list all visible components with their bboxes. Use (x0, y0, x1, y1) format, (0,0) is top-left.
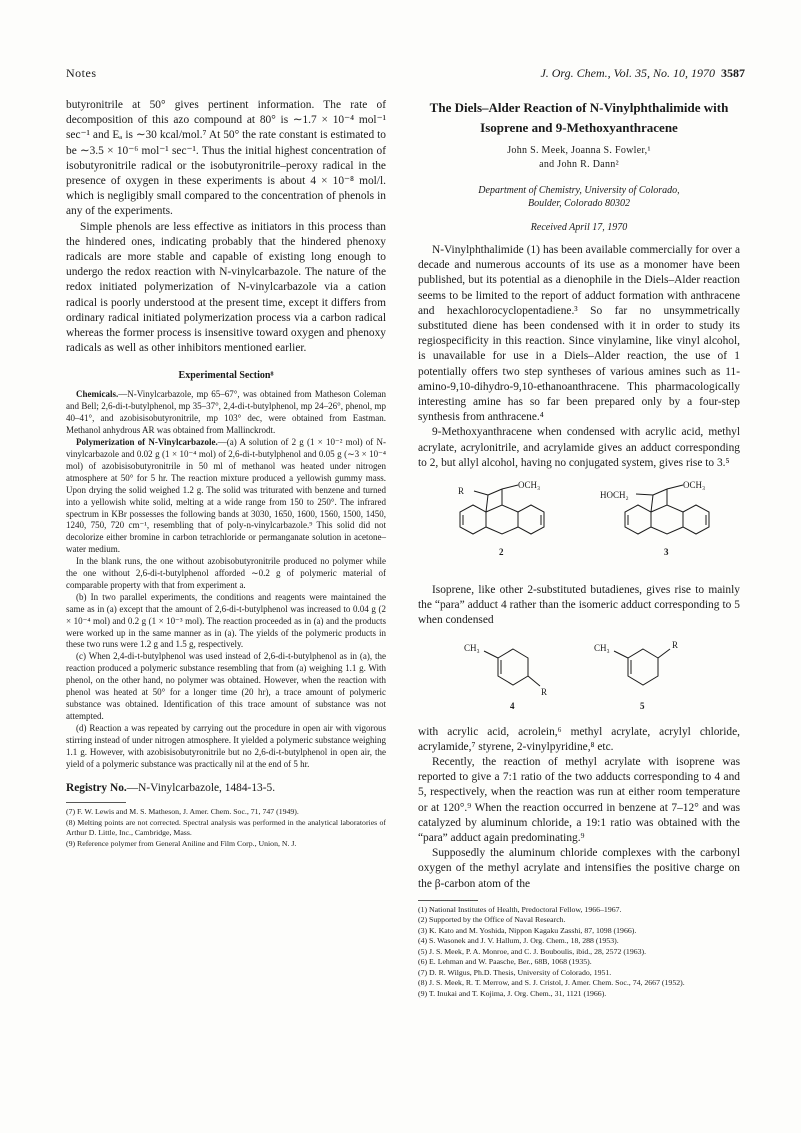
journal-citation (540, 66, 745, 81)
paragraph: Simple phenols are less effective as initiators in this process than the hindered ones, indicating probably that the hindered phenoxy radicals are more stable and capable of existing long enough to undergo the redox reaction with N-vinylcarbazole. The nature of the redox initiated polymerization of N-vinylcarbazole via a cation radical is poorly understood at the present time, except it differs from ordinary radical initiated polymerization process via a carbon radical whereas the former process is insensitive toward oxygen and phenoxy radicals as well as other inhibitors mentioned earlier. (66, 220, 386, 355)
footnote: (9) Reference polymer from General Aniline and Film Corp., Union, N. J. (66, 838, 297, 848)
right-column (418, 98, 740, 999)
structures-2-3 (418, 475, 740, 577)
substituent-ch3: CH₃ (464, 642, 480, 653)
paragraph: (b) In two parallel experiments, the conditions and reagents were maintained the same as in (a) except that the amount of 2,6-di-t-butylphenol was increased to 0.04 g (2 × 10⁻⁴ mol) and 0.2 g (1 × 10⁻³ mol). The reaction proceeded as in (a) and the products were worked up in the same manner as in (a). The yields of the polymeric products in these two runs were 1.2 g and 1.5 g, respectively. (66, 591, 386, 650)
footnote: (7) D. R. Wilgus, Ph.D. Thesis, University of Colorado, 1951. (418, 967, 612, 977)
structure-4-icon (484, 649, 540, 686)
paragraph-text: —N-Vinylcarbazole, mp 65–67°, was obtained from Matheson Coleman and Bell; 2,6-di-t-butylphenol, mp 35–37°, 2,4-di-t-butylphenol, mp 24–26°, phenol, mp 40–41°, and azobisisobutyronitrile, mp 103° dec, were obtained from Eastman. Methanol anhydrous AR was obtained from Mallinckrodt. (66, 389, 386, 436)
author-line: and John R. Dann² (539, 159, 619, 170)
affiliation: Boulder, Colorado 80302 (528, 198, 630, 209)
running-head (66, 66, 745, 84)
substituent-r: R (541, 686, 548, 697)
footnote: (4) S. Wasonek and J. V. Hallum, J. Org. Chem., 18, 288 (1953). (418, 936, 619, 946)
substituent-hoch2: HOCH₂ (600, 490, 629, 501)
structure-2-icon (460, 485, 544, 534)
footnote: (8) Melting points are not corrected. Spectral analysis was performed in the analytical laboratories of Arthur D. Little, Inc., Cambridge, Mass. (66, 817, 386, 838)
compound-number: 4 (510, 700, 515, 711)
substituent-och3: OCH₃ (518, 480, 541, 491)
footnote: (5) J. S. Meek, P. A. Monroe, and C. J. Bouboulis, ibid., 28, 2572 (1963). (418, 946, 647, 956)
substituent-r: R (458, 486, 465, 497)
substituent-ch3: CH₃ (594, 642, 610, 653)
paragraph: with acrylic acid, acrolein,⁶ methyl acrylate, acrylyl chloride, acrylamide,⁷ styrene, 2-vinylpyridine,⁸ etc. (418, 725, 740, 753)
compound-number: 2 (499, 547, 504, 558)
experimental-heading: Experimental Section⁸ (178, 370, 274, 382)
substituent-r: R (672, 639, 679, 650)
paragraph: (c) When 2,4-di-t-butylphenol was used instead of 2,6-di-t-butylphenol as in (a), the reaction produced a polymeric substance resembling that from (a) weighing 1.1 g. With phenol, on the other hand, no polymer was obtained. However, when the reaction with phenol was heated at 50° for a longer time (20 hr), a trace amount of polymeric substance was obtained. Identification of this trace amount of substance was not attempted. (66, 651, 386, 721)
footnote: (8) J. S. Meek, R. T. Merrow, and S. J. Cristol, J. Amer. Chem. Soc., 74, 2667 (1952). (418, 978, 685, 988)
affiliation: Department of Chemistry, University of Colorado, (478, 185, 680, 196)
footnote: (6) E. Lehman and W. Paasche, Ber., 68B, 1068 (1935). (418, 957, 592, 967)
footnote-divider (418, 900, 478, 901)
structure-3-icon (625, 485, 709, 534)
cyclohexene-adduct-structures (418, 631, 740, 721)
structures-4-5 (418, 631, 740, 721)
paragraph: In the blank runs, the one without azobisobutyronitrile produced no polymer while the one without 2,6-di-t-butylphenol afforded ∼0.2 g of polymeric material of comparable property with that from experiment a. (66, 556, 386, 590)
substituent-och3: OCH₃ (683, 480, 706, 491)
registry-text: —N-Vinylcarbazole, 1484-13-5. (126, 782, 276, 795)
footnote: (7) F. W. Lewis and M. S. Matheson, J. Amer. Chem. Soc., 71, 747 (1949). (66, 807, 299, 817)
footnote-divider (66, 802, 126, 803)
footnote: (9) T. Inukai and T. Kojima, J. Org. Chem., 31, 1121 (1966). (418, 988, 607, 998)
footnote: (3) K. Kato and M. Yoshida, Nippon Kagaku Zasshi, 87, 1098 (1966). (418, 925, 637, 935)
run-in-heading: Polymerization of N-Vinylcarbazole. (76, 437, 218, 448)
registry-line (66, 782, 386, 794)
paragraph-text: —(a) A solution of 2 g (1 × 10⁻² mol) of N-vinylcarbazole and 0.02 g (1 × 10⁻⁴ mol) of 2,6-di-t-butylphenol and 0.05 g (∼3 × 10⁻⁴ mol) of azobisisobutyronitrile in 50 ml of methanol was heated under nitrogen atmosphere at 50° for 5 hr. The reaction mixture produced a yellowish gummy mass. Upon drying the solid weighed 1.2 g. The solid was triturated with benzene and turned into a yellowish white solid, melting at a wide range from 150 to 250°. The infrared spectrum in KBr possesses the following bands at 3030, 1650, 1600, 1560, 1500, 1450, 1240, 750, 720 cm⁻¹, resembling that of poly-n-vinylcarbazole.⁹ This solid did not decolorize either bromine in carbon tetrachloride or permanganate solution in acetone–water medium. (66, 437, 387, 555)
footnote: (1) National Institutes of Health, Predoctoral Fellow, 1966–1967. (418, 904, 622, 914)
polymerization-paragraph (66, 437, 386, 556)
article-title: The Diels–Alder Reaction of N-Vinylphthalimide with Isoprene and 9-Methoxyanthracene (429, 100, 729, 135)
paragraph: Supposedly the aluminum chloride complexes with the carbonyl oxygen of the methyl acrylate and intensifies the positive charge on the β-carbon atom of the (418, 847, 740, 890)
author-line: John S. Meek, Joanna S. Fowler,¹ (507, 145, 651, 156)
paragraph: N-Vinylphthalimide (1) has been available commercially for over a decade and numerous accounts of its use as a monomer have been published, but its potential as a dienophile in the Diels–Alder reaction seems to be limited to the report of adduct formation with anthracene and hexachlorocyclopentadiene.³ So far no unsymmetrically substituted diene has been condensed with it in order to study its regiospecificity in this reaction. Since vinylamine, like vinyl alcohol, is unavailable for use in a Diels–Alder reaction, the use of 1 potentially offers two step syntheses of various amines such as 11-amino-9,10-dihydro-9,10-ethanoanthracene. This pharmacologically interesting amine has so far been prepared only by a four-step synthesis from anthracene.⁴ (418, 244, 740, 424)
structure-5-icon (614, 649, 670, 685)
page-number: 3587 (721, 66, 745, 80)
paragraph: Isoprene, like other 2-substituted butadienes, gives rise to mainly the “para” adduct 4 rather than the isomeric adduct corresponding to 5 when condensed (418, 584, 740, 627)
paragraph: 9-Methoxyanthracene when condensed with acrylic acid, methyl acrylate, acrylonitrile, and acrylamide gives an adduct corresponding to 2, but allyl alcohol, having no conjugated system, gives rise to 3.⁵ (418, 426, 740, 469)
anthracene-adduct-structures (418, 475, 740, 577)
section-name: Notes (66, 66, 97, 80)
paragraph: Recently, the reaction of methyl acrylate with isoprene was reported to give a 7:1 ratio of the two adducts corresponding to 4 and 5, respectively, when the reaction was run at either room temperature or at 120°.⁹ When the reaction occurred in benzene at 7–12° and was catalyzed by aluminum chloride, a 19:1 ratio was obtained with the “para” adduct again predominating.⁹ (418, 756, 740, 845)
run-in-heading: Chemicals. (76, 389, 119, 400)
chemicals-paragraph (66, 389, 386, 437)
paragraph: (d) Reaction a was repeated by carrying out the procedure in open air with vigorous stirring instead of under nitrogen atmosphere. It yielded a polymeric substance weighing 1.1 g. However, with azobisisobutyronitrile but no 2,6-di-t-butylphenol in open air, the yield of a polymeric substance was practically nil at the end of 5 hr. (66, 722, 386, 769)
received-date: Received April 17, 1970 (530, 222, 628, 233)
compound-number: 5 (640, 700, 645, 711)
compound-number: 3 (664, 547, 669, 558)
footnote: (2) Supported by the Office of Naval Research. (418, 915, 566, 925)
left-column (66, 98, 386, 849)
paragraph: butyronitrile at 50° gives pertinent information. The rate of decomposition of this azo compound at 80° is ∼1.7 × 10⁻⁴ mol⁻¹ sec⁻¹ and Eₐ is ∼30 kcal/mol.⁷ At 50° the rate constant is estimated to be ∼3.5 × 10⁻⁶ mol⁻¹ sec⁻¹. Thus the initial highest concentration of isobutyronitrile radical or the isobutyronitrile–peroxy radical in the presence of oxygen in these experiments is about 4 × 10⁻⁸ mol/l. which is negligibly small compared to the concentration of phenols in any of the experiments. (66, 99, 386, 218)
journal-reference: J. Org. Chem., Vol. 35, No. 10, 1970 (540, 66, 715, 80)
registry-label: Registry No. (66, 782, 127, 795)
